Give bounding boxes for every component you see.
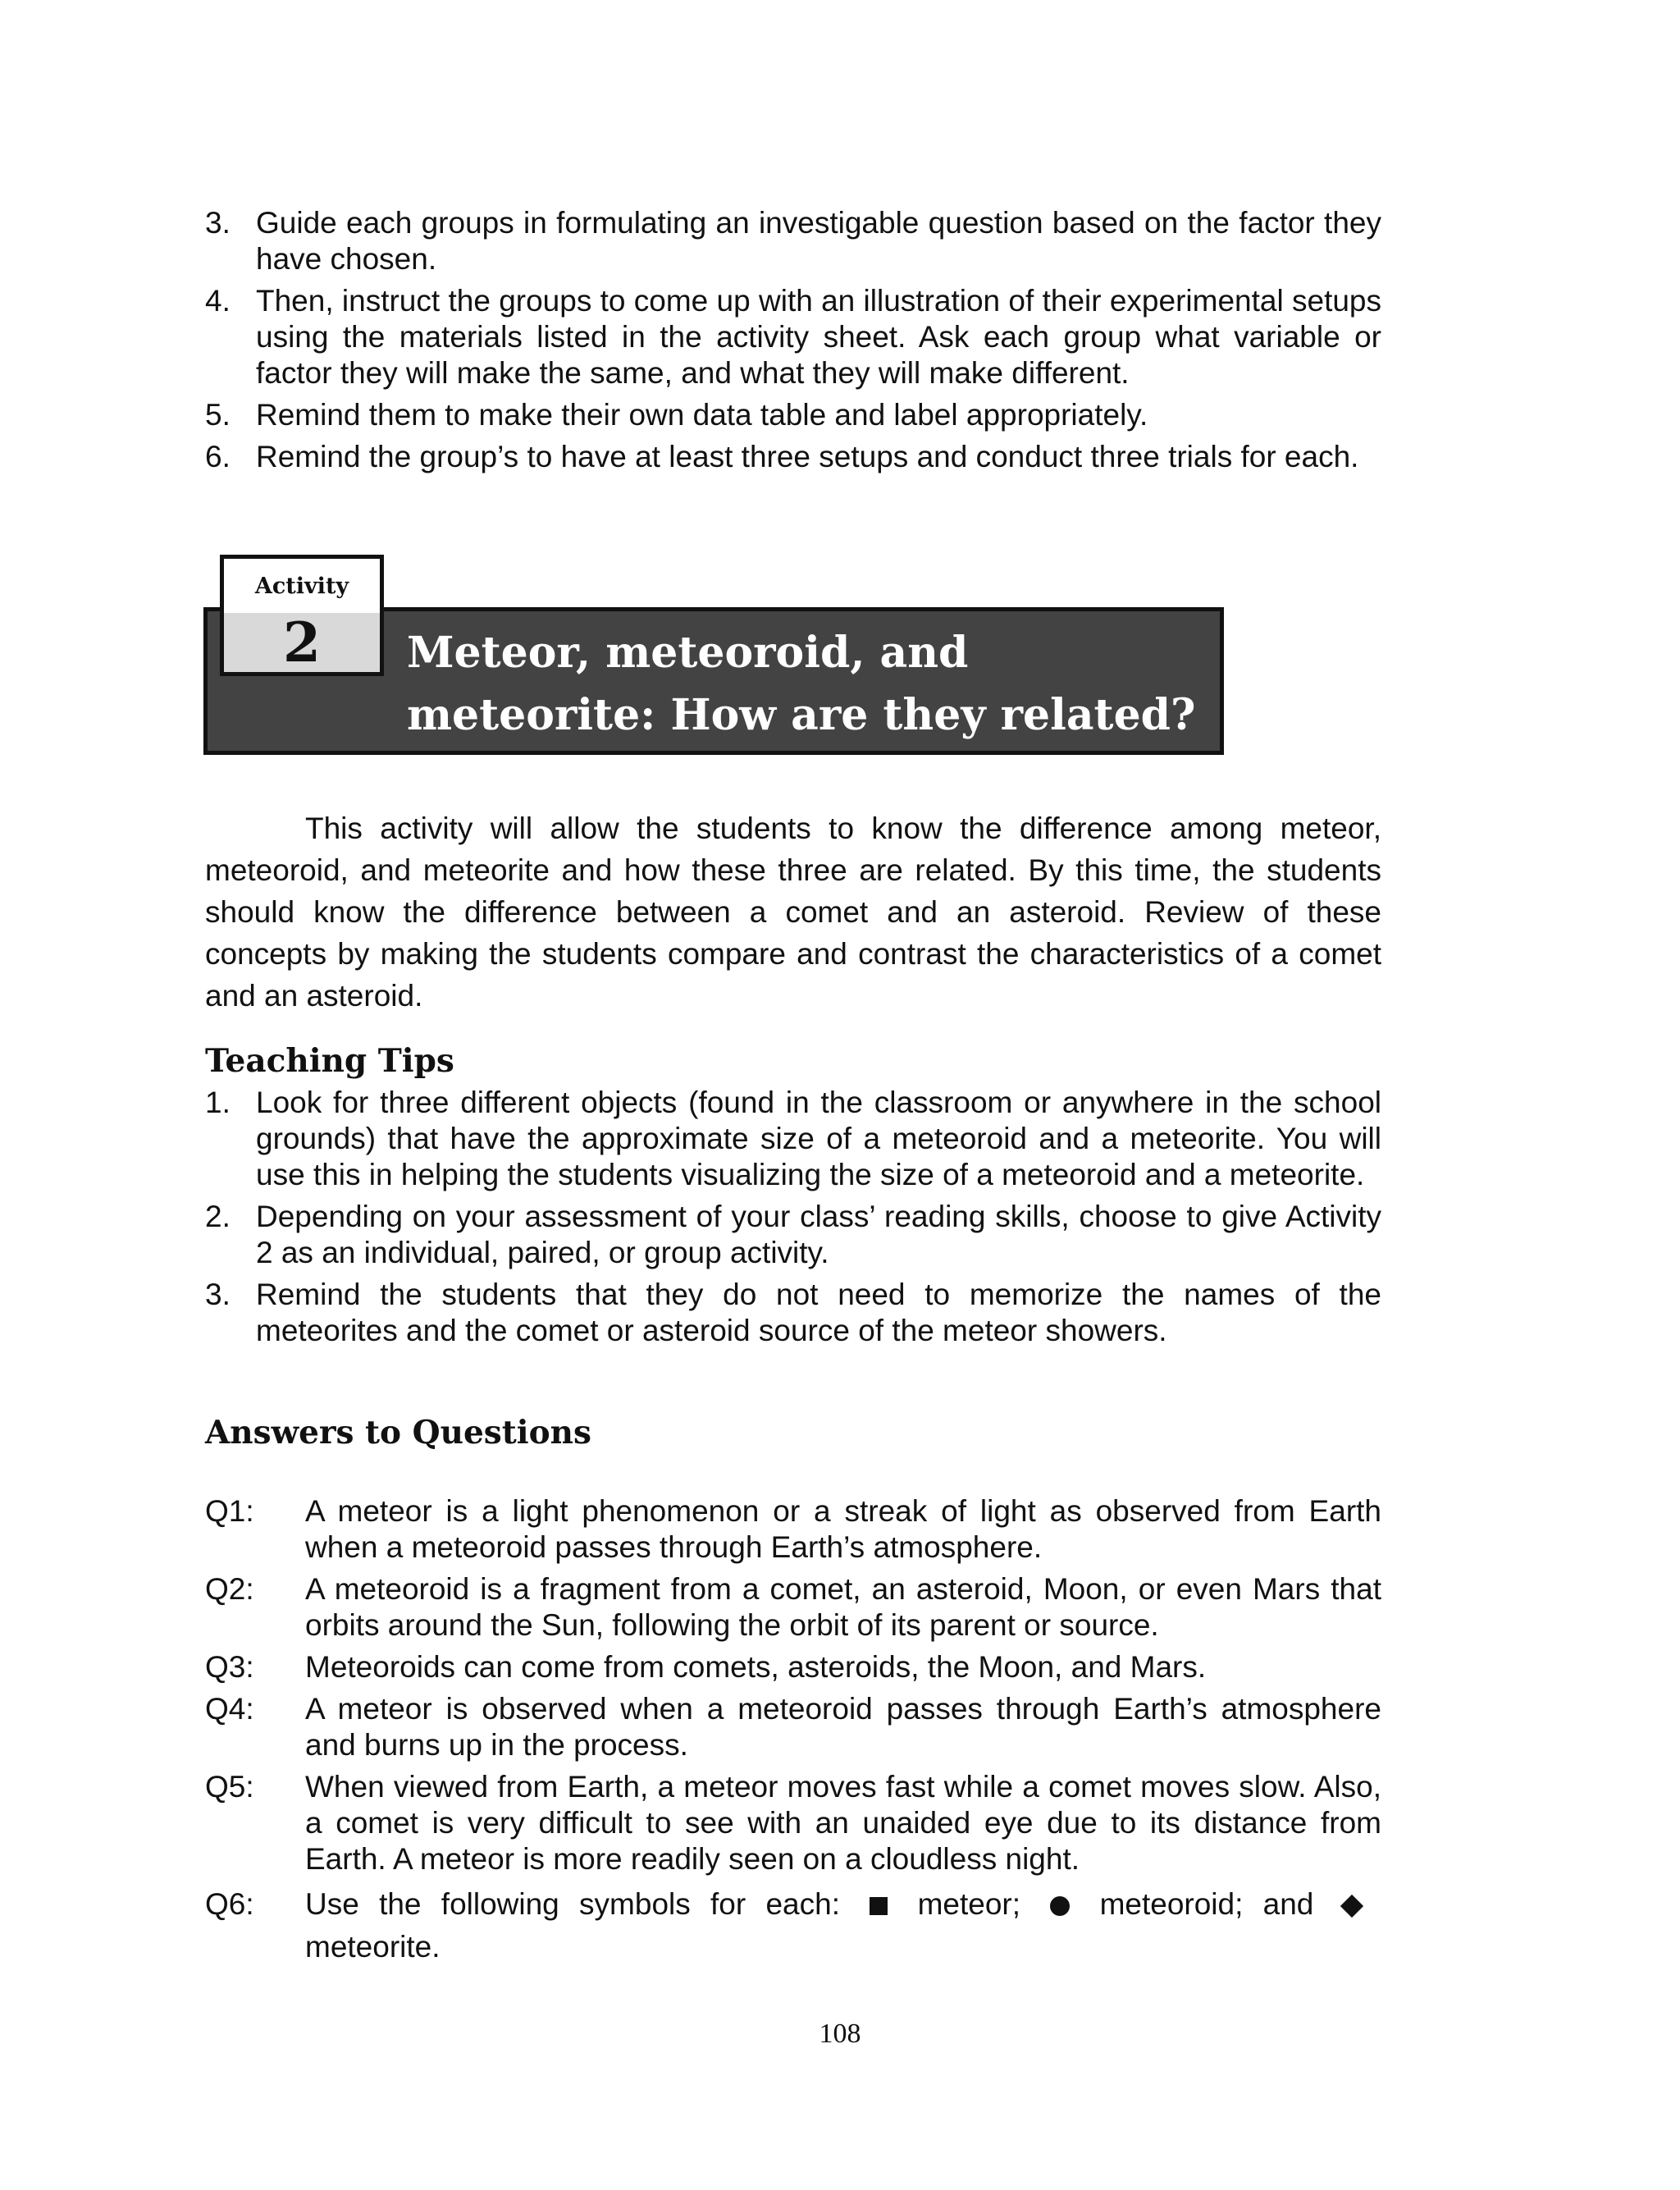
answer-text: Meteoroids can come from comets, asteroids, the Moon, and Mars. xyxy=(305,1650,1207,1684)
list-item-number: 5. xyxy=(205,398,231,432)
answer-item-q6 xyxy=(205,1883,1381,1968)
list-item xyxy=(205,397,1381,433)
activity-number: 2 xyxy=(224,613,380,672)
question-label: Q1: xyxy=(205,1494,254,1528)
answer-text: A meteoroid is a fragment from a comet, an asteroid, Moon, or even Mars that orbits around the Sun, following the orbit of its parent or source. xyxy=(305,1572,1381,1642)
list-item-text: Remind the students that they do not need to memorize the names of the meteorites and the comet or asteroid source of the meteor showers. xyxy=(256,1278,1381,1347)
answer-item xyxy=(205,1769,1381,1877)
question-label: Q6: xyxy=(205,1887,254,1921)
answer-item xyxy=(205,1571,1381,1644)
teaching-tips-heading: Teaching Tips xyxy=(205,1042,454,1080)
circle-icon xyxy=(1050,1896,1070,1916)
answers-list xyxy=(205,1493,1381,1974)
list-item xyxy=(205,1085,1381,1193)
question-label: Q5: xyxy=(205,1770,254,1804)
list-item-text: Remind them to make their own data table and label appropriately. xyxy=(256,398,1148,432)
list-item-number: 6. xyxy=(205,440,231,473)
list-item-number: 3. xyxy=(205,206,231,240)
list-item-number: 2. xyxy=(205,1200,231,1233)
answer-item xyxy=(205,1691,1381,1763)
intro-paragraph: This activity will allow the students to know the difference among meteor, meteoroid, and meteorite and how these three are related. By this time, the students should know the difference between a comet and an asteroid. Review of these concepts by making the students compare and contrast the characteristics of a comet and an asteroid. xyxy=(205,812,1381,1013)
page-number: 108 xyxy=(819,2019,861,2049)
list-item-text: Depending on your assessment of your class’ reading skills, choose to give Activity 2 as an individual, paired, or group activity. xyxy=(256,1200,1381,1269)
list-item xyxy=(205,1199,1381,1271)
list-item-text: Remind the group’s to have at least three setups and conduct three trials for each. xyxy=(256,440,1359,473)
answer-text: A meteor is observed when a meteoroid passes through Earth’s atmosphere and burns up in the process. xyxy=(305,1692,1381,1762)
answer-text: A meteor is a light phenomenon or a streak of light as observed from Earth when a meteoroid passes through Earth’s atmosphere. xyxy=(305,1494,1381,1564)
list-item xyxy=(205,439,1381,475)
activity-tab xyxy=(220,555,384,676)
diamond-icon xyxy=(1340,1895,1363,1918)
answer-text: Use the following symbols for each: xyxy=(305,1887,840,1921)
answer-item xyxy=(205,1649,1381,1685)
teaching-tips-list xyxy=(205,1085,1381,1355)
question-label: Q4: xyxy=(205,1692,254,1726)
list-item-number: 1. xyxy=(205,1086,231,1119)
list-item-number: 4. xyxy=(205,284,231,318)
meteoroid-symbol-label: meteoroid; and xyxy=(1099,1887,1314,1921)
list-item xyxy=(205,283,1381,391)
meteorite-symbol-label: meteorite. xyxy=(305,1930,441,1964)
list-item-number: 3. xyxy=(205,1278,231,1311)
meteor-symbol-label: meteor; xyxy=(917,1887,1020,1921)
activity-label: Activity xyxy=(254,574,349,599)
answer-item xyxy=(205,1493,1381,1566)
square-icon xyxy=(870,1897,888,1915)
activity-title: Meteor, meteoroid, and meteorite: How are they related? xyxy=(407,628,1196,740)
question-label: Q2: xyxy=(205,1572,254,1606)
question-label: Q3: xyxy=(205,1650,254,1684)
list-item xyxy=(205,205,1381,277)
list-item-text: Then, instruct the groups to come up with an illustration of their experimental setups using the materials listed in the activity sheet. Ask each group what variable or factor they will make the same, and what they will make different. xyxy=(256,284,1381,390)
list-item xyxy=(205,1277,1381,1349)
answers-heading: Answers to Questions xyxy=(205,1414,591,1452)
list-item-text: Guide each groups in formulating an investigable question based on the factor they have chosen. xyxy=(256,206,1381,276)
list-item-text: Look for three different objects (found in the classroom or anywhere in the school grounds) that have the approximate size of a meteoroid and a meteorite. You will use this in helping the students visualizing the size of a meteoroid and a meteorite. xyxy=(256,1086,1381,1191)
answer-text: When viewed from Earth, a meteor moves fast while a comet moves slow. Also, a comet is very difficult to see with an unaided eye due to its distance from Earth. A meteor is more readily seen on a cloudless night. xyxy=(305,1770,1381,1876)
procedure-steps-list xyxy=(205,205,1381,481)
